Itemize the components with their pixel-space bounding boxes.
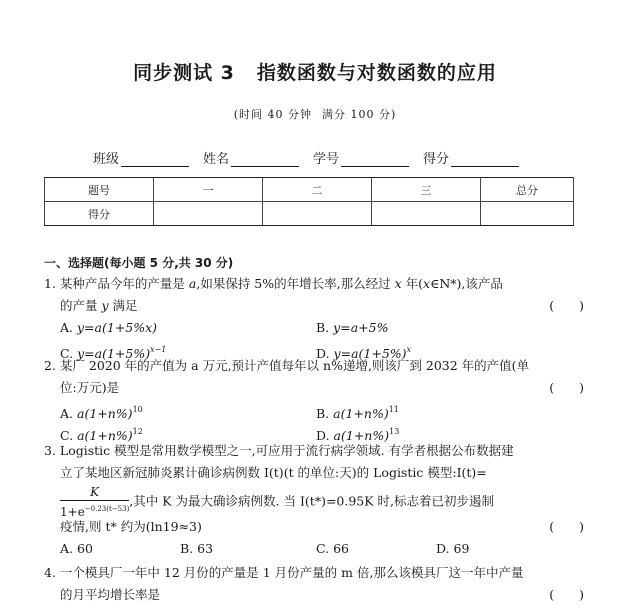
question-text: 的月平均增长率是 xyxy=(60,587,161,602)
question-number: 3. xyxy=(44,443,56,458)
option-a[interactable] xyxy=(60,538,93,560)
denominator-base: 1+e xyxy=(60,505,85,519)
question-text: ,其中 K 为最大确诊病例数. 当 I(t*)=0.95K 时,标志着已初步遏制 xyxy=(129,493,495,509)
header-cell: 总分 xyxy=(481,178,574,202)
option-text: a(1+n%) xyxy=(333,428,390,443)
option-label: B. xyxy=(316,406,330,421)
option-label: C. xyxy=(316,541,330,556)
class-label: 班级 xyxy=(93,152,120,167)
question-number: 2. xyxy=(44,358,56,373)
question-3 xyxy=(44,440,584,560)
option-b[interactable] xyxy=(180,538,213,560)
question-1 xyxy=(44,273,584,361)
option-text: y=a(1+5%) xyxy=(333,346,407,361)
option-text: y=a(1+5%) xyxy=(77,346,151,361)
question-text: 年( xyxy=(401,276,424,291)
class-blank[interactable] xyxy=(121,152,189,167)
score-cell[interactable] xyxy=(154,202,263,226)
header-cell: 二 xyxy=(263,178,372,202)
option-label: A. xyxy=(60,406,74,421)
score-field xyxy=(423,148,519,167)
option-label: D. xyxy=(316,346,330,361)
time-info: (时间 40 分钟 xyxy=(233,108,312,121)
question-text: 位:万元)是 xyxy=(60,380,120,395)
question-text: 立了某地区新冠肺炎累计确诊病例数 I(t)(t 的单位:天)的 Logistic 模型:I(t)= xyxy=(60,465,487,480)
option-label: A. xyxy=(60,541,74,556)
answer-paren[interactable]: ( ) xyxy=(549,380,584,395)
option-b[interactable] xyxy=(316,317,388,339)
option-label: B. xyxy=(316,320,330,335)
option-text: a(1+n%) xyxy=(77,428,133,443)
student-id-blank[interactable] xyxy=(341,152,409,167)
score-table-header-row xyxy=(45,178,574,202)
exponent: −0.23(t−53) xyxy=(84,505,130,513)
question-text: ,如果保持 5%的年增长率,那么经过 xyxy=(196,276,395,291)
question-4 xyxy=(44,562,584,606)
option-text: 66 xyxy=(333,541,349,556)
header-cell: 三 xyxy=(372,178,481,202)
score-cell[interactable] xyxy=(263,202,372,226)
name-blank[interactable] xyxy=(231,152,299,167)
class-field xyxy=(93,148,189,167)
exponent: 13 xyxy=(389,427,400,436)
option-a[interactable] xyxy=(60,317,157,339)
title-prefix: 同步测试 3 xyxy=(133,62,235,84)
score-cell[interactable] xyxy=(481,202,574,226)
score-table xyxy=(44,177,574,226)
math-var: a xyxy=(188,276,197,291)
option-text: y=a(1+5%x) xyxy=(77,320,158,335)
question-text: 满足 xyxy=(108,298,138,313)
answer-paren[interactable]: ( ) xyxy=(549,519,584,534)
math-var: K xyxy=(90,485,100,499)
section-title: 一、选择题(每小题 5 分,共 30 分) xyxy=(44,256,234,270)
math-var: x xyxy=(423,276,431,291)
question-text: ∈N*),该产品 xyxy=(430,276,503,291)
math-var: x xyxy=(394,276,402,291)
question-text: 的产量 xyxy=(60,298,102,313)
student-info-row xyxy=(93,148,533,167)
option-label: C. xyxy=(60,346,74,361)
answer-paren[interactable]: ( ) xyxy=(549,298,584,313)
exponent: x−1 xyxy=(150,345,167,354)
option-label: D. xyxy=(316,428,330,443)
exponent: x xyxy=(406,345,412,354)
question-text: Logistic 模型是常用数学模型之一,可应用于流行病学领域. 有学者根据公布数据建 xyxy=(59,443,514,458)
student-id-field xyxy=(313,148,409,167)
score-label: 得分 xyxy=(423,152,450,167)
fraction-numerator xyxy=(60,484,129,501)
option-text: 63 xyxy=(197,541,214,556)
question-text: 某种产品今年的产量是 xyxy=(59,276,189,291)
page-title xyxy=(0,58,630,85)
option-text: a(1+n%) xyxy=(77,406,133,421)
question-text: 某厂 2020 年的产值为 a 万元,预计产值每年以 n%递增,则该厂到 2032 年的产值(单 xyxy=(59,358,530,373)
header-cell: 一 xyxy=(154,178,263,202)
option-label: C. xyxy=(60,428,74,443)
math-var: y xyxy=(101,298,109,313)
student-id-label: 学号 xyxy=(313,152,340,167)
option-c[interactable] xyxy=(316,538,349,560)
answer-paren[interactable]: ( ) xyxy=(549,587,584,602)
score-cell[interactable] xyxy=(372,202,481,226)
question-2 xyxy=(44,355,584,443)
question-text: 一个模具厂一年中 12 月份的产量是 1 月份产量的 m 倍,那么该模具厂这一年中产量 xyxy=(59,565,524,580)
exam-meta xyxy=(0,106,630,122)
question-number: 1. xyxy=(44,276,56,291)
option-d[interactable] xyxy=(436,538,469,560)
name-field xyxy=(203,148,299,167)
score-info: 满分 100 分) xyxy=(322,108,397,121)
option-label: B. xyxy=(180,541,194,556)
row-label-cell: 得分 xyxy=(45,202,154,226)
exponent: 11 xyxy=(388,405,399,414)
question-number: 4. xyxy=(44,565,56,580)
exponent: 12 xyxy=(132,427,143,436)
option-text: a(1+n%) xyxy=(333,406,389,421)
option-text: 60 xyxy=(77,541,93,556)
exponent: 10 xyxy=(132,405,143,414)
option-label: D. xyxy=(436,541,450,556)
option-text: y=a+5% xyxy=(333,320,389,335)
name-label: 姓名 xyxy=(203,152,230,167)
score-table-score-row xyxy=(45,202,574,226)
score-blank[interactable] xyxy=(451,152,519,167)
option-label: A. xyxy=(60,320,74,335)
question-text: 疫情,则 t* 约为(ln19≈3) xyxy=(60,519,202,534)
title-main: 指数函数与对数函数的应用 xyxy=(256,62,497,84)
logistic-fraction xyxy=(60,484,129,520)
option-text: 69 xyxy=(453,541,470,556)
header-cell: 题号 xyxy=(45,178,154,202)
